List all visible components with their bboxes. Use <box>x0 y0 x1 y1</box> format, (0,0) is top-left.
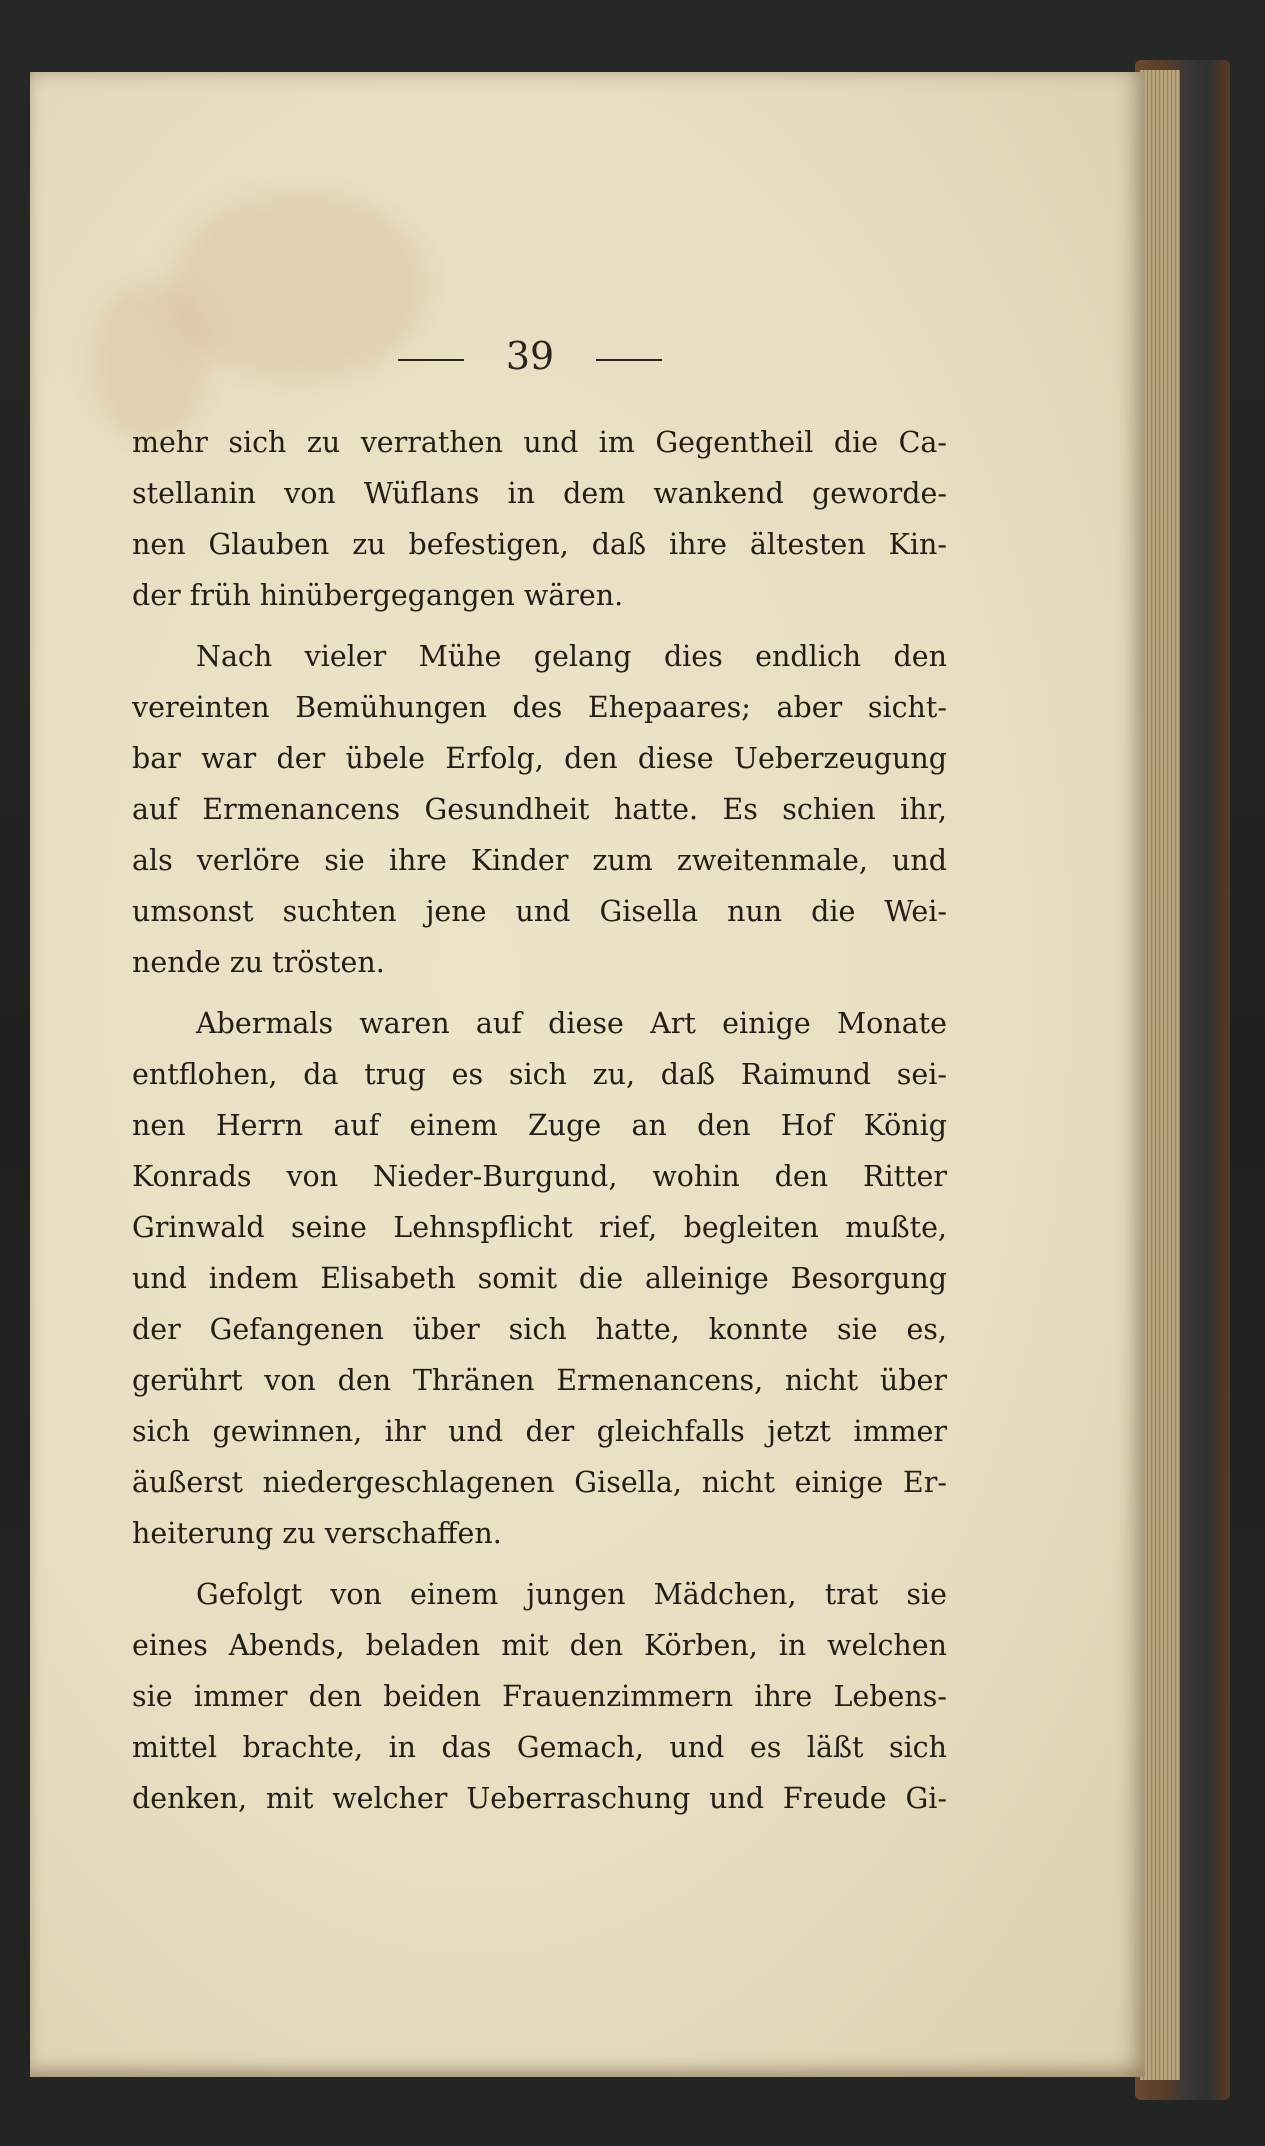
text-line: eines Abends, beladen mit den Körben, in welchen <box>132 1629 947 1662</box>
text-line: als verlöre sie ihre Kinder zum zweitenmale, und <box>132 844 947 877</box>
text-line: heiterung zu verschaffen. <box>132 1517 502 1550</box>
text-line: der Gefangenen über sich hatte, konnte sie es, <box>132 1313 947 1346</box>
book-page <box>30 72 1145 2077</box>
text-line: vereinten Bemühungen des Ehepaares; aber sicht- <box>132 691 947 724</box>
text-line: Grinwald seine Lehnspflicht rief, begleiten mußte, <box>132 1211 947 1244</box>
text-line: Nach vieler Mühe gelang dies endlich den <box>196 640 947 673</box>
text-line: umsonst suchten jene und Gisella nun die Wei- <box>132 895 947 928</box>
text-line: entflohen, da trug es sich zu, daß Raimund sei- <box>132 1058 947 1091</box>
paragraph <box>132 1569 947 1824</box>
text-line: gerührt von den Thränen Ermenancens, nicht über <box>132 1364 947 1397</box>
header-rule-right <box>596 359 662 361</box>
text-line: mehr sich zu verrathen und im Gegentheil die Ca- <box>132 426 947 459</box>
paragraph <box>132 998 947 1559</box>
text-line: denken, mit welcher Ueberraschung und Freude Gi- <box>132 1782 947 1815</box>
header-rule-left <box>398 359 464 361</box>
text-line: sich gewinnen, ihr und der gleichfalls jetzt immer <box>132 1415 947 1448</box>
text-line: Abermals waren auf diese Art einige Monate <box>196 1007 947 1040</box>
text-line: Konrads von Nieder-Burgund, wohin den Ritter <box>132 1160 947 1193</box>
text-line: sie immer den beiden Frauenzimmern ihre Lebens- <box>132 1680 947 1713</box>
text-line: nen Glauben zu befestigen, daß ihre ältesten Kin- <box>132 528 947 561</box>
text-line: und indem Elisabeth somit die alleinige Besorgung <box>132 1262 947 1295</box>
page-number: 39 <box>505 334 555 378</box>
text-line: mittel brachte, in das Gemach, und es läßt sich <box>132 1731 947 1764</box>
text-line: auf Ermenancens Gesundheit hatte. Es schien ihr, <box>132 793 947 826</box>
text-line: nende zu trösten. <box>132 946 385 979</box>
page-edges <box>1140 70 1180 2080</box>
paragraph <box>132 417 947 621</box>
text-line: äußerst niedergeschlagenen Gisella, nicht einige Er- <box>132 1466 947 1499</box>
text-line: Gefolgt von einem jungen Mädchen, trat sie <box>196 1578 947 1611</box>
text-line: der früh hinübergegangen wären. <box>132 579 624 612</box>
text-line: bar war der übele Erfolg, den diese Ueberzeugung <box>132 742 947 775</box>
body-text <box>132 417 947 1834</box>
text-line: nen Herrn auf einem Zuge an den Hof König <box>132 1109 947 1142</box>
paragraph <box>132 631 947 988</box>
page-header <box>30 334 1030 378</box>
text-line: stellanin von Wüflans in dem wankend geworde- <box>132 477 947 510</box>
